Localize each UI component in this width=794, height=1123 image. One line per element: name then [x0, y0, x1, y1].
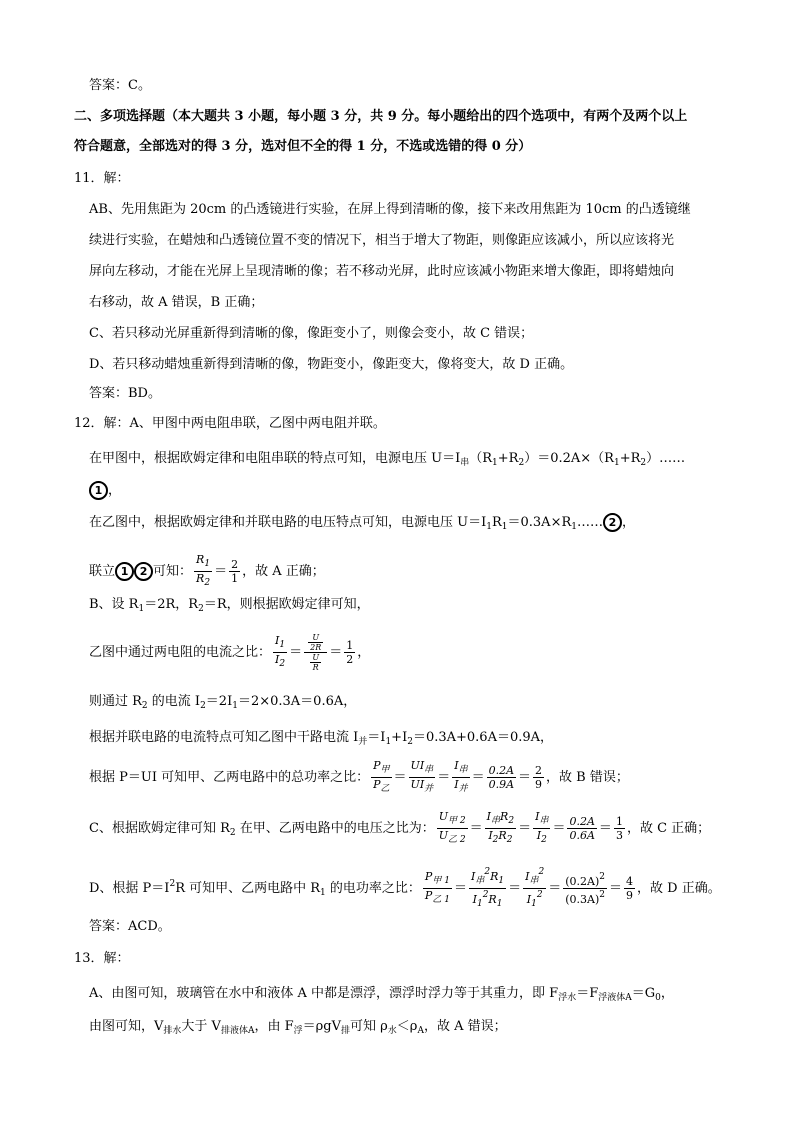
q13-a-line1: A、由图可知，玻璃管在水中和液体 A 中都是漂浮，漂浮时浮力等于其重力，即 $F_{浮水}=F_{浮液体A}=G_0$，: [89, 986, 674, 1003]
q11-heading: 11．解：: [74, 171, 130, 186]
q12-total-power-ratio: 根据 P＝UI 可知甲、乙两电路中的总功率之比： $\frac{P_甲}{P_乙}$ ＝ $\frac{UI_串}{UI_并}$ ＝ $\frac{I_串}{I_并}$ ＝ $\frac{0.2A}{0.9A}$ ＝ $\frac{2}{9}$ ，故 B 错误；: [89, 759, 629, 794]
q12-combine: 联立 1 2 可知： $\frac{R_1}{R_2}$ ＝ $\frac{2}{1}$ ，故 A 正确；: [89, 553, 325, 588]
q12-answer: 答案：ACD。: [89, 919, 171, 934]
q11-c-line: C、若只移动光屏重新得到清晰的像，像距变小了，则像会变小，故 C 错误；: [89, 326, 534, 341]
q12-heading: 12．解：A、甲图中两电阻串联，乙图中两电阻并联。: [74, 416, 386, 431]
circled-two: 2: [603, 513, 622, 532]
q12-series-voltage: 在甲图中，根据欧姆定律和电阻串联的特点可知，电源电压 $U=I_串(R_1+R_2)=0.2A\times(R_1+R_2)\dots\dots$: [89, 451, 686, 468]
q12-current-ratio: 乙图中通过两电阻的电流之比： $\frac{I_1}{I_2}$ ＝ $\frac{\frac{U}{2R}}{\frac{U}{R}}$ ＝ $\frac{1}{2}$ ，: [89, 633, 371, 672]
circled-one: 1: [115, 562, 134, 581]
q12-r1-power-ratio: D、根据 $P=I^2R$ 可知甲、乙两电路中 $R_1$ 的电功率之比： $\frac{P_{甲 1}}{P_{乙 1}}$ ＝ $\frac{I_串^2R_1}{I_1^2R_1}$ ＝ $\frac{I_串^2}{I_1^2}$ ＝ $\frac{(0.2A)^2}{(0.3A)^2}$ ＝ $\frac{4}{9}$ ，故 D 正确。: [89, 867, 721, 909]
q11-d-line: D、若只移动蜡烛重新得到清晰的像，物距变小，像距变大，像将变大，故 D 正确。: [89, 357, 574, 372]
q11-ab-line4: 右移动，故 A 错误，B 正确；: [89, 295, 264, 310]
q13-heading: 13．解：: [74, 951, 130, 966]
answer-q10: 答案：C。: [89, 78, 151, 93]
q13-a-line2: 由图可知，$V_{排水}$大于 $V_{排液体A}$，由 $F_浮=\rho gV_排$可知 $\rho_水<\rho_A$，故 A 错误；: [89, 1019, 507, 1036]
q12-voltage-ratio: C、根据欧姆定律可知 $R_2$ 在甲、乙两电路中的电压之比为： $\frac{U_{甲 2}}{U_{乙 2}}$ ＝ $\frac{I_串R_2}{I_2R_2}$ ＝ $\frac{I_串}{I_2}$ ＝ $\frac{0.2A}{0.6A}$ ＝ $\frac{1}{3}$ ，故 C 正确；: [89, 810, 711, 845]
q11-ab-line2: 续进行实验，在蜡烛和凸透镜位置不变的情况下，相当于增大了物距，则像距应该减小，所以应该将光: [89, 233, 675, 248]
q11-ab-line1: AB、先用焦距为 20cm 的凸透镜进行实验，在屏上得到清晰的像，接下来改用焦距为 10cm 的凸透镜继: [89, 202, 691, 217]
section-title-line1: 二、多项选择题（本大题共 3 小题，每小题 3 分，共 9 分。每小题给出的四个选项中，有两个及两个以上: [74, 109, 688, 124]
q11-answer: 答案：BD。: [89, 386, 161, 401]
q12-r2-current: 则通过 $R_2$ 的电流 $I_2=2I_1=2\times 0.3A=0.6A$，: [89, 694, 357, 711]
circled-one: 1: [89, 481, 108, 500]
q11-ab-line3: 屏向左移动，才能在光屏上呈现清晰的像；若不移动光屏，此时应该减小物距来增大像距，即将蜡烛向: [89, 264, 675, 279]
q12-b-assume: B、设 $R_1=2R$，$R_2=R$，则根据欧姆定律可知，: [89, 597, 370, 614]
section-title-line2: 符合题意，全部选对的得 3 分，选对但不全的得 1 分，不选或选错的得 0 分）: [74, 139, 532, 154]
q12-trunk-current: 根据并联电路的电流特点可知乙图中干路电流 $I_并=I_1+I_2=0.3A+0.6A=0.9A$，: [89, 730, 554, 747]
circled-two: 2: [134, 562, 153, 581]
q12-equation-1-marker: 1 ，: [89, 481, 121, 500]
q12-parallel-voltage: 在乙图中，根据欧姆定律和并联电路的电压特点可知，电源电压 $U=I_1R_1=0.3A\times R_1\dots\dots$ 2 ，: [89, 515, 635, 532]
